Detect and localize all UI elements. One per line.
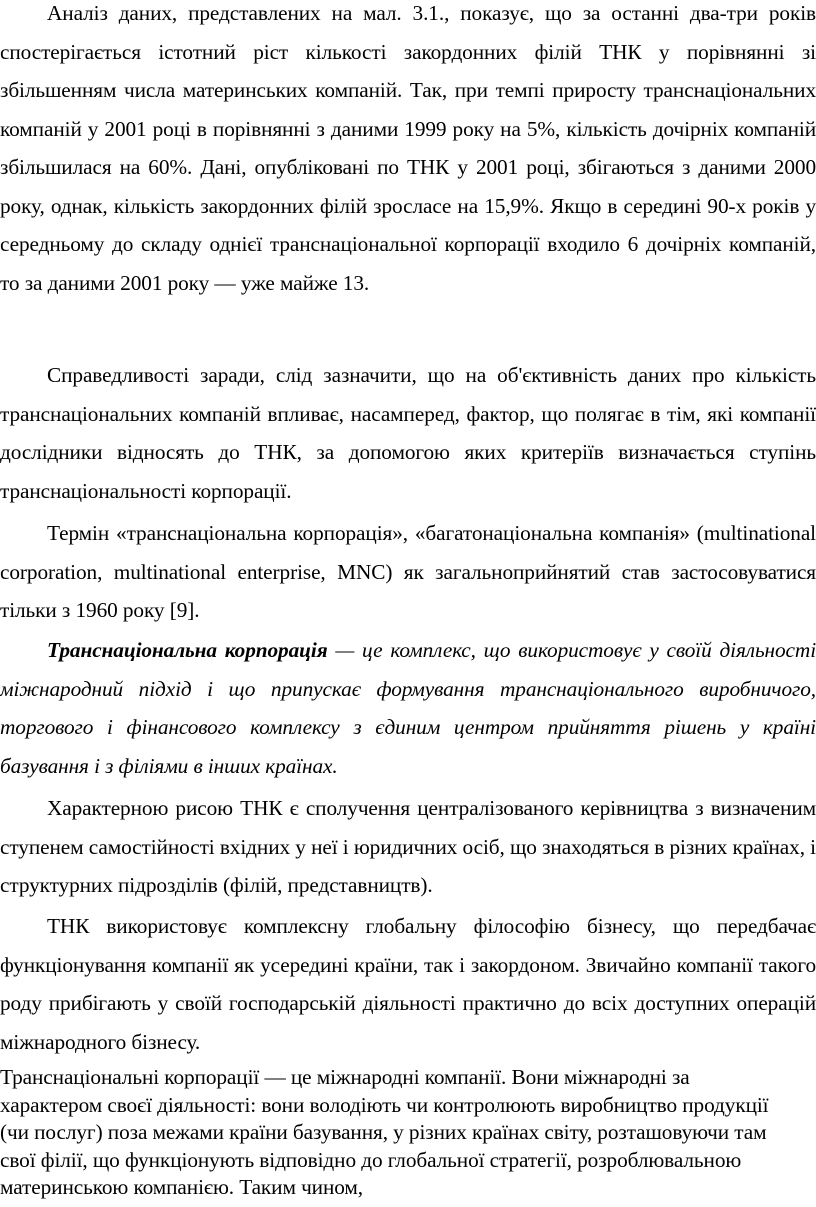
paragraph-5: Характерною рисою ТНК є сполучення централізованого керівництва з визначеним ступенем самостійності вхідних у неї і юридичних осіб, що знаходяться в різних країнах, і структурних підрозділів (філій, представництв). <box>0 796 816 897</box>
definition-text: — це комплекс, що використовує у своїй діяльності міжнародний підхід і що припускає формування транснаціонального виробничого, торгового і фінансового комплексу з єдиним центром прийняття рішень у країні базування і з філіями в інших країнах. <box>0 638 816 778</box>
defined-term: Транснаціональна корпорація <box>47 638 328 662</box>
paragraph-7: Транснаціональні корпорації — це міжнародні компанії. Вони міжнародні за характером своєї діяльності: вони володіють чи контролюють виробництво продукції (чи послуг) поза межами країни базування, у різних країнах світу, розташовуючи там свої філії, що функціонують відповідно до глобальної стратегії, розроблювальною материнською компанією. Таким чином, <box>0 1065 769 1199</box>
paragraph-3: Термін «транснаціональна корпорація», «багатонаціональна компанія» (multinational corporation, multinational enterprise, MNC) як загальноприйнятий став застосовуватися тільки з 1960 року [9]. <box>0 521 816 622</box>
paragraph-2: Справедливості заради, слід зазначити, що на об'єктивність даних про кількість транснаціональних компаній впливає, насамперед, фактор, що полягає в тім, які компанії дослідники відносять до ТНК, за допомогою яких критеріїв визначається ступінь транснаціональності корпорації. <box>0 363 816 503</box>
paragraph-6: ТНК використовує комплексну глобальну філософію бізнесу, що передбачає функціонування компанії як усередині країни, так і закордоном. Звичайно компанії такого роду прибігають у своїй господарській діяльності практично до всіх доступних операцій міжнародного бізнесу. <box>0 914 816 1054</box>
paragraph-4-definition <box>0 631 816 785</box>
paragraph-1: Аналіз даних, представлених на мал. 3.1., показує, що за останні два-три років спостерігається істотний ріст кількості закордонних філій ТНК у порівнянні зі збільшенням числа материнських компаній. Так, при темпі приросту транснаціональних компаній у 2001 році в порівнянні з даними 1999 року на 5%, кількість дочірніх компаній збільшилася на 60%. Дані, опубліковані по ТНК у 2001 році, збігаються з даними 2000 року, однак, кількість закордонних філій зросласе на 15,9%. Якщо в середині 90-х років у середньому до складу однієї транснаціональної корпорації входило 6 дочірніх компаній, то за даними 2001 року — уже майже 13. <box>0 1 816 295</box>
